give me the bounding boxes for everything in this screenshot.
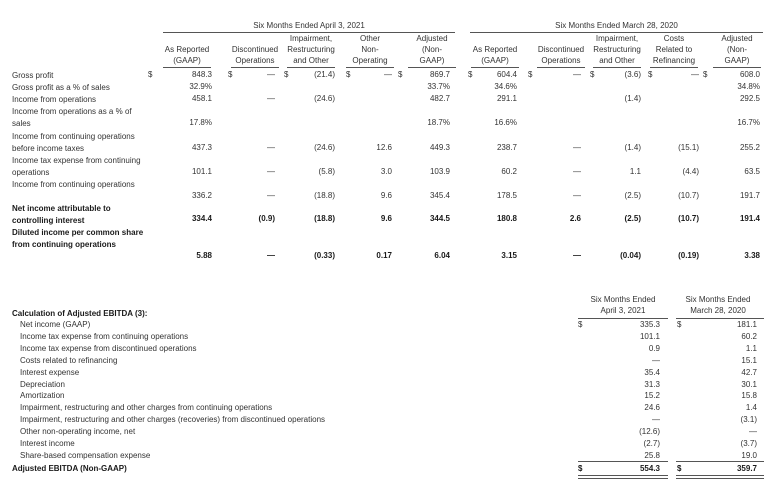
column-header: Refinancing xyxy=(652,56,696,65)
value-cell: 255.2 xyxy=(739,143,760,152)
value-cell: 180.8 xyxy=(496,214,517,223)
value-cell: 101.1 xyxy=(191,167,212,176)
subtotal-rule xyxy=(676,461,764,462)
ebitda-row-label: Interest expense xyxy=(20,367,80,377)
value-cell: 449.3 xyxy=(429,143,450,152)
currency-symbol: $ xyxy=(284,70,289,79)
value-cell: (5.8) xyxy=(318,167,335,176)
value-cell: 336.2 xyxy=(191,191,212,200)
total-double-rule xyxy=(676,475,764,479)
ebitda-value: 60.2 xyxy=(741,331,757,341)
ebitda-value: 24.6 xyxy=(644,403,660,413)
value-cell: (18.8) xyxy=(314,214,335,223)
value-cell: 5.88 xyxy=(196,251,212,260)
value-cell: (4.4) xyxy=(682,167,699,176)
group-header-rule xyxy=(470,32,763,33)
column-header-rule xyxy=(163,67,211,68)
column-header: (GAAP) xyxy=(481,56,509,65)
row-label: Income from continuing operations before income taxes xyxy=(12,132,135,153)
subtotal-rule xyxy=(578,461,668,462)
value-cell: 33.7% xyxy=(427,82,450,91)
ebitda-col-header: Six Months Ended xyxy=(590,295,656,304)
dash-cell: — xyxy=(573,143,581,152)
column-header: Discontinued xyxy=(231,45,279,54)
row-label: Diluted income per common share from continuing operations xyxy=(12,228,144,249)
column-header-rule xyxy=(537,67,585,68)
value-cell: 482.7 xyxy=(429,94,450,103)
value-cell: 848.3 xyxy=(191,70,212,79)
row-label: Income tax expense from continuing operations xyxy=(12,156,141,177)
value-cell: (24.6) xyxy=(314,94,335,103)
dash-cell: — xyxy=(384,70,392,79)
currency-symbol: $ xyxy=(648,70,653,79)
value-cell: 9.6 xyxy=(380,191,392,200)
ebitda-header-rule xyxy=(676,318,764,319)
value-cell: (0.9) xyxy=(258,214,275,223)
ebitda-total-value: 359.7 xyxy=(736,464,757,473)
ebitda-value: 1.4 xyxy=(745,403,757,413)
ebitda-value: 181.1 xyxy=(736,320,757,329)
currency-symbol: $ xyxy=(528,70,533,79)
value-cell: 344.5 xyxy=(429,214,450,223)
column-header: GAAP) xyxy=(724,56,750,65)
column-header: Non- xyxy=(361,45,379,54)
ebitda-col-header: March 28, 2020 xyxy=(690,306,746,315)
column-header: Impairment, xyxy=(595,34,639,43)
column-header: and Other xyxy=(599,56,635,65)
column-header-rule xyxy=(408,67,456,68)
ebitda-value: — xyxy=(652,355,660,365)
column-group-header: Six Months Ended April 3, 2021 xyxy=(253,21,365,30)
value-cell: 3.0 xyxy=(380,167,392,176)
column-header: Discontinued xyxy=(537,45,585,54)
value-cell: (3.6) xyxy=(624,70,641,79)
value-cell: 32.9% xyxy=(189,82,212,91)
ebitda-value: (2.7) xyxy=(643,439,660,448)
value-cell: (0.33) xyxy=(314,251,335,260)
ebitda-row-label: Impairment, restructuring and other charges (recoveries) from discontinued operations xyxy=(20,415,326,425)
ebitda-value: 15.1 xyxy=(741,355,757,365)
currency-symbol: $ xyxy=(590,70,595,79)
value-cell: (10.7) xyxy=(678,214,699,223)
value-cell: 60.2 xyxy=(501,167,517,176)
column-header-rule xyxy=(287,67,335,68)
ebitda-value: 0.9 xyxy=(648,343,660,353)
ebitda-value: (12.6) xyxy=(639,427,660,437)
ebitda-col-header: Six Months Ended xyxy=(685,295,751,304)
ebitda-value: 335.3 xyxy=(639,320,660,329)
value-cell: 1.1 xyxy=(629,167,641,176)
ebitda-row-label: Other non-operating income, net xyxy=(20,427,136,437)
ebitda-value: 35.4 xyxy=(644,367,660,377)
ebitda-row-label: Costs related to refinancing xyxy=(20,355,118,365)
total-double-rule xyxy=(578,475,668,479)
value-cell: 9.6 xyxy=(380,214,392,223)
value-cell: 345.4 xyxy=(429,191,450,200)
column-header: As Reported xyxy=(164,45,210,54)
ebitda-value: 19.0 xyxy=(741,450,757,460)
ebitda-header-rule xyxy=(578,318,668,319)
column-header: and Other xyxy=(293,56,329,65)
row-label: Income from operations xyxy=(12,95,97,104)
row-label: Net income attributable to controlling interest xyxy=(12,204,111,225)
currency-symbol: $ xyxy=(398,70,403,79)
column-header: (GAAP) xyxy=(173,56,201,65)
value-cell: 604.4 xyxy=(496,70,517,79)
ebitda-row-label: Income tax expense from continuing operations xyxy=(20,331,189,341)
ebitda-value: 101.1 xyxy=(639,331,660,341)
ebitda-row-label: Share-based compensation expense xyxy=(20,450,151,460)
column-header: (Non- xyxy=(421,45,442,54)
currency-symbol: $ xyxy=(468,70,473,79)
currency-symbol: $ xyxy=(578,320,583,329)
column-header-rule xyxy=(593,67,641,68)
value-cell: (2.5) xyxy=(624,214,641,223)
column-header: Restructuring xyxy=(593,45,641,54)
dash-cell: — xyxy=(691,70,699,79)
currency-symbol: $ xyxy=(677,320,682,329)
ebitda-row-label: Income tax expense from discontinued operations xyxy=(20,343,197,353)
column-header-rule xyxy=(231,67,279,68)
dash-cell: — xyxy=(267,143,275,152)
ebitda-total-value: 554.3 xyxy=(639,464,660,473)
value-cell: 12.6 xyxy=(376,143,392,152)
value-cell: (1.4) xyxy=(624,94,641,103)
value-cell: 18.7% xyxy=(427,118,450,127)
column-header: Adjusted xyxy=(721,34,753,43)
column-header: GAAP) xyxy=(419,56,445,65)
column-header: Operations xyxy=(235,56,275,65)
value-cell: 0.17 xyxy=(376,251,392,260)
column-header: (Non- xyxy=(726,45,747,54)
dash-cell: — xyxy=(573,167,581,176)
value-cell: 437.3 xyxy=(191,143,212,152)
ebitda-row-label: Impairment, restructuring and other charges from continuing operations xyxy=(20,403,273,413)
ebitda-total-label: Adjusted EBITDA (Non-GAAP) xyxy=(12,464,127,473)
value-cell: 17.8% xyxy=(189,118,212,127)
column-header: Related to xyxy=(655,45,693,54)
column-group-header: Six Months Ended March 28, 2020 xyxy=(555,21,678,30)
value-cell: (21.4) xyxy=(314,70,335,79)
value-cell: 103.9 xyxy=(429,167,450,176)
ebitda-row-label: Amortization xyxy=(20,391,65,401)
ebitda-col-header: April 3, 2021 xyxy=(600,306,646,315)
column-header-rule xyxy=(650,67,698,68)
value-cell: 16.6% xyxy=(494,118,517,127)
value-cell: (15.1) xyxy=(678,143,699,152)
value-cell: 608.0 xyxy=(739,70,760,79)
currency-symbol: $ xyxy=(703,70,708,79)
currency-symbol: $ xyxy=(148,70,153,79)
ebitda-value: 15.8 xyxy=(741,391,757,401)
ebitda-value: 31.3 xyxy=(644,379,660,389)
dash-cell: — xyxy=(267,167,275,176)
value-cell: (1.4) xyxy=(624,143,641,152)
column-header-rule xyxy=(471,67,519,68)
ebitda-title: Calculation of Adjusted EBITDA (3): xyxy=(12,309,148,318)
row-label: Income from operations as a % of sales xyxy=(12,107,132,128)
ebitda-value: 15.2 xyxy=(644,391,660,401)
value-cell: 34.6% xyxy=(494,82,517,91)
ebitda-value: — xyxy=(749,427,757,437)
value-cell: 178.5 xyxy=(496,191,517,200)
column-header: Operating xyxy=(352,56,388,65)
row-label: Gross profit xyxy=(12,71,54,80)
ebitda-value: 1.1 xyxy=(745,343,757,353)
value-cell: 34.8% xyxy=(737,82,760,91)
currency-symbol: $ xyxy=(677,464,682,473)
value-cell: 191.7 xyxy=(739,191,760,200)
column-header: Other xyxy=(359,34,380,43)
column-header: Adjusted xyxy=(416,34,448,43)
dash-cell: — xyxy=(573,70,581,79)
group-header-rule xyxy=(163,32,455,33)
ebitda-value: 25.8 xyxy=(644,450,660,460)
value-cell: 191.4 xyxy=(739,214,760,223)
column-header: Costs xyxy=(663,34,685,43)
ebitda-row-label: Net income (GAAP) xyxy=(20,320,91,329)
ebitda-value: 30.1 xyxy=(741,379,757,389)
value-cell: (24.6) xyxy=(314,143,335,152)
value-cell: 3.38 xyxy=(744,251,760,260)
column-header: As Reported xyxy=(472,45,518,54)
column-header: Impairment, xyxy=(289,34,333,43)
column-header-rule xyxy=(346,67,394,68)
ebitda-value: — xyxy=(652,415,660,425)
dash-cell: — xyxy=(573,251,581,260)
row-label: Gross profit as a % of sales xyxy=(12,83,110,92)
currency-symbol: $ xyxy=(228,70,233,79)
currency-symbol: $ xyxy=(346,70,351,79)
value-cell: 869.7 xyxy=(429,70,450,79)
value-cell: 6.04 xyxy=(434,251,450,260)
value-cell: (0.04) xyxy=(620,251,641,260)
value-cell: 458.1 xyxy=(191,94,212,103)
dash-cell: — xyxy=(267,94,275,103)
value-cell: 334.4 xyxy=(191,214,212,223)
value-cell: 3.15 xyxy=(501,251,517,260)
ebitda-value: (3.7) xyxy=(740,439,757,448)
value-cell: 63.5 xyxy=(744,167,760,176)
ebitda-row-label: Interest income xyxy=(20,439,75,448)
column-header-rule xyxy=(713,67,761,68)
column-header: Restructuring xyxy=(287,45,335,54)
value-cell: 291.1 xyxy=(496,94,517,103)
value-cell: 292.5 xyxy=(739,94,760,103)
dash-cell: — xyxy=(573,191,581,200)
value-cell: 238.7 xyxy=(496,143,517,152)
value-cell: 16.7% xyxy=(737,118,760,127)
column-header: Operations xyxy=(541,56,581,65)
ebitda-row-label: Depreciation xyxy=(20,379,65,389)
value-cell: (0.19) xyxy=(678,251,699,260)
dash-cell: — xyxy=(267,251,275,260)
row-label: Income from continuing operations xyxy=(12,180,135,189)
currency-symbol: $ xyxy=(578,464,583,473)
ebitda-value: 42.7 xyxy=(741,367,757,377)
dash-cell: — xyxy=(267,70,275,79)
ebitda-value: (3.1) xyxy=(740,415,757,425)
value-cell: (18.8) xyxy=(314,191,335,200)
value-cell: (10.7) xyxy=(678,191,699,200)
value-cell: 2.6 xyxy=(569,214,581,223)
value-cell: (2.5) xyxy=(624,191,641,200)
dash-cell: — xyxy=(267,191,275,200)
